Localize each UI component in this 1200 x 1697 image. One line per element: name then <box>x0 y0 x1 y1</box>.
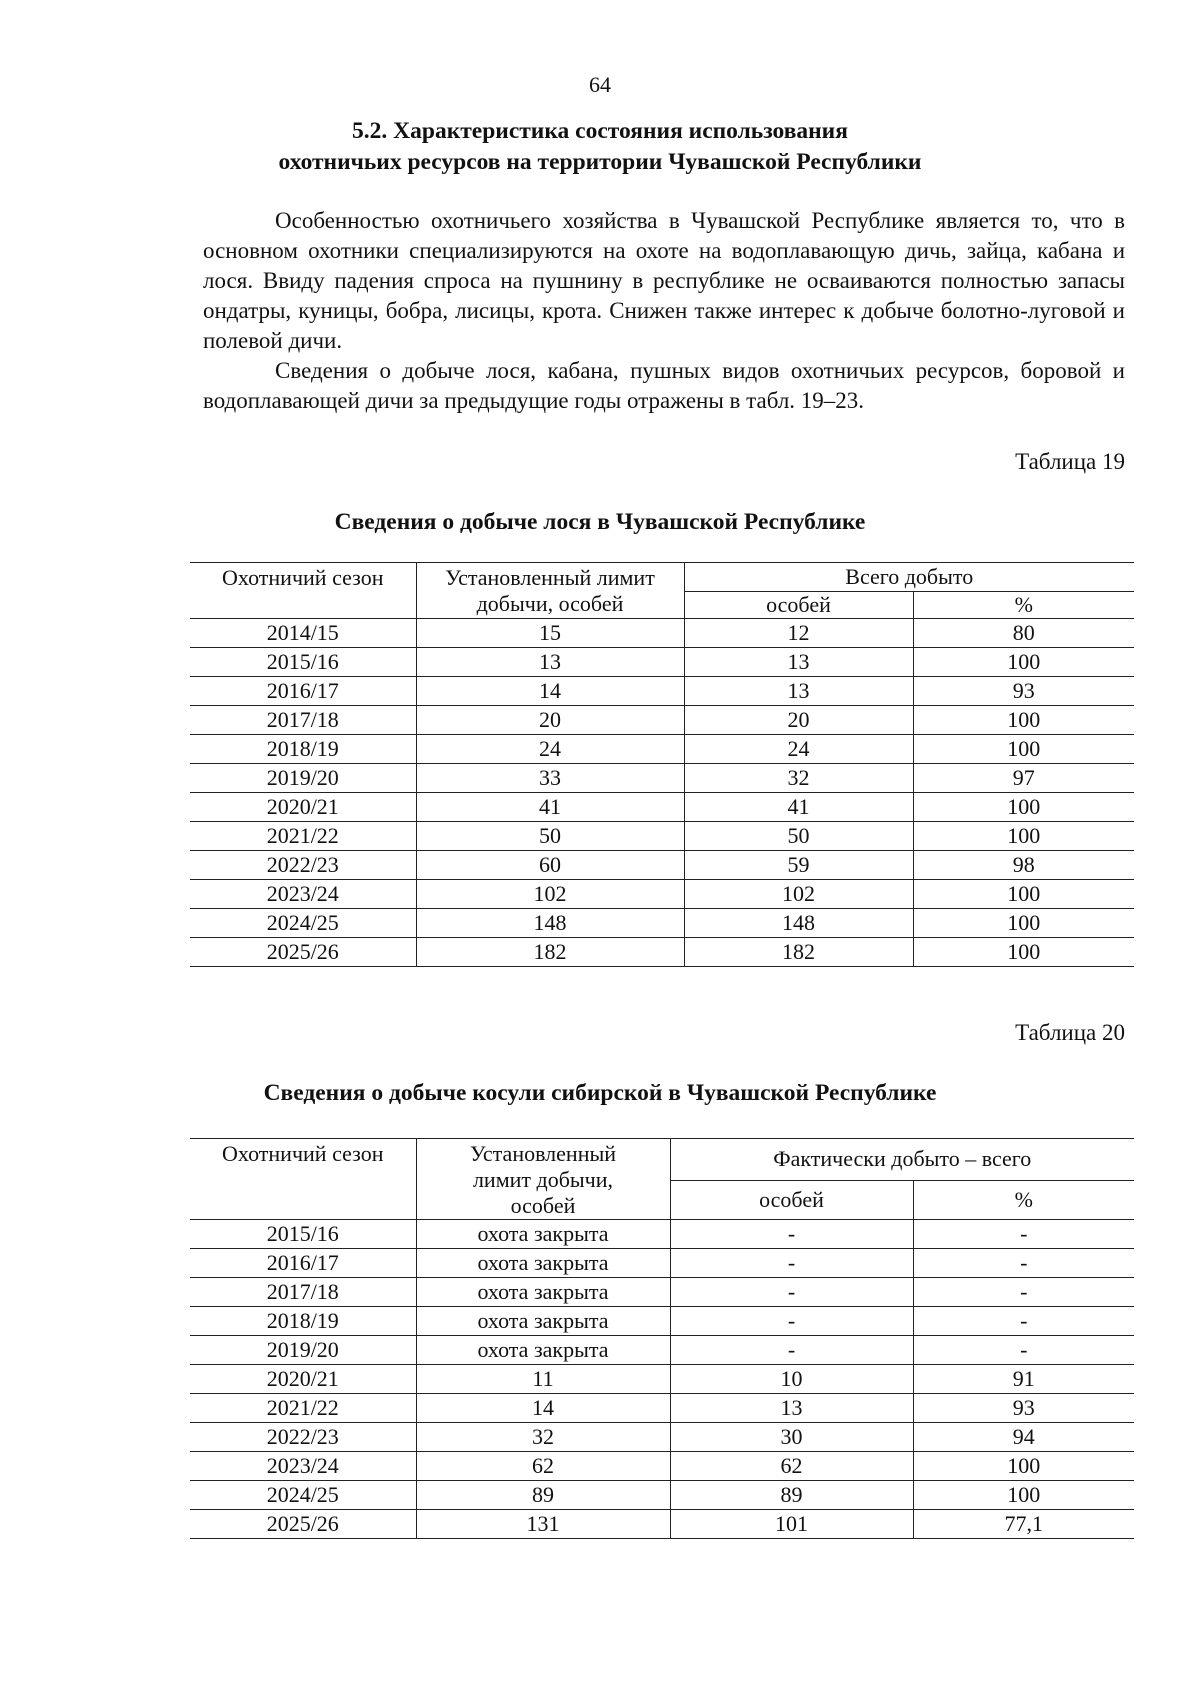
table20-cell-percent: - <box>913 1220 1134 1249</box>
table20-cell-percent: - <box>913 1336 1134 1365</box>
table-row <box>190 880 1134 909</box>
table-19 <box>190 562 1134 967</box>
table19-cell-season: 2019/20 <box>190 764 416 793</box>
table19-cell-percent: 98 <box>913 851 1134 880</box>
table20-cell-limit: 89 <box>416 1481 670 1510</box>
section-heading-line-1: 5.2. Характеристика состояния использования <box>352 118 848 144</box>
table19-cell-percent: 93 <box>913 677 1134 706</box>
table-row <box>190 1452 1134 1481</box>
table-20-label: Таблица 20 <box>1015 1020 1125 1045</box>
table-row <box>190 1336 1134 1365</box>
table19-cell-limit: 41 <box>416 793 684 822</box>
table20-cell-count: 101 <box>670 1510 913 1539</box>
page-number: 64 <box>589 72 611 97</box>
table20-cell-percent: - <box>913 1249 1134 1278</box>
table20-cell-count: - <box>670 1249 913 1278</box>
section-heading-line-2: охотничьих ресурсов на территории Чувашской Республики <box>278 149 922 175</box>
table19-cell-season: 2018/19 <box>190 735 416 764</box>
table-19-header-percent: % <box>913 592 1134 619</box>
table-row <box>190 764 1134 793</box>
section-heading <box>0 116 1200 178</box>
table19-cell-season: 2016/17 <box>190 677 416 706</box>
table20-cell-percent: 100 <box>913 1452 1134 1481</box>
table-row <box>190 1278 1134 1307</box>
table-19-body <box>190 619 1134 967</box>
table19-cell-percent: 100 <box>913 706 1134 735</box>
table-19-header-limit: Установленный лимит добычи, особей <box>416 563 684 619</box>
table19-cell-percent: 97 <box>913 764 1134 793</box>
table-20-header-season: Охотничий сезон <box>190 1139 416 1220</box>
table-19-header-total: Всего добыто <box>684 563 1134 592</box>
table20-cell-season: 2020/21 <box>190 1365 416 1394</box>
table-20-title: Сведения о добыче косули сибирской в Чувашской Республике <box>263 1080 937 1106</box>
table-19-label: Таблица 19 <box>1015 449 1125 474</box>
table20-cell-season: 2021/22 <box>190 1394 416 1423</box>
table20-cell-count: - <box>670 1278 913 1307</box>
table20-cell-percent: 100 <box>913 1481 1134 1510</box>
table19-cell-percent: 100 <box>913 938 1134 967</box>
paragraph-2: Сведения о добыче лося, кабана, пушных видов охотничьих ресурсов, боровой и водоплавающей дичи за предыдущие годы отражены в табл. 19–23. <box>203 358 1125 413</box>
table-20-header-percent: % <box>913 1180 1134 1219</box>
table20-cell-count: - <box>670 1220 913 1249</box>
table19-cell-count: 13 <box>684 648 913 677</box>
table20-cell-limit: охота закрыта <box>416 1249 670 1278</box>
table-20-header-count: особей <box>670 1180 913 1219</box>
table20-cell-limit: 131 <box>416 1510 670 1539</box>
table20-cell-season: 2024/25 <box>190 1481 416 1510</box>
table19-cell-percent: 100 <box>913 648 1134 677</box>
table-row <box>190 1220 1134 1249</box>
table19-cell-limit: 20 <box>416 706 684 735</box>
table19-cell-count: 20 <box>684 706 913 735</box>
table20-cell-percent: - <box>913 1307 1134 1336</box>
table-row <box>190 1249 1134 1278</box>
table-row <box>190 677 1134 706</box>
table20-cell-season: 2018/19 <box>190 1307 416 1336</box>
table19-cell-limit: 182 <box>416 938 684 967</box>
table19-cell-count: 182 <box>684 938 913 967</box>
table19-cell-count: 102 <box>684 880 913 909</box>
table19-cell-percent: 100 <box>913 735 1134 764</box>
paragraph-1: Особенностью охотничьего хозяйства в Чувашской Республике является то, что в основном охотники специализируются на охоте на водоплавающую дичь, зайца, кабана и лося. Ввиду падения спроса на пушнину в республике не осваиваются полностью запасы ондатры, куницы, бобра, лисицы, крота. Снижен также интерес к добыче болотно-луговой и полевой дичи. <box>203 208 1125 353</box>
table19-cell-count: 12 <box>684 619 913 648</box>
table19-cell-percent: 100 <box>913 822 1134 851</box>
table20-cell-count: 30 <box>670 1423 913 1452</box>
table20-cell-limit: 11 <box>416 1365 670 1394</box>
body-text <box>203 206 1125 416</box>
table19-cell-limit: 33 <box>416 764 684 793</box>
table19-cell-count: 41 <box>684 793 913 822</box>
table-row <box>190 1510 1134 1539</box>
table-20-header-limit: Установленный лимит добычи, особей <box>416 1139 670 1220</box>
table-row <box>190 735 1134 764</box>
table-row <box>190 648 1134 677</box>
table-row <box>190 909 1134 938</box>
table19-cell-percent: 100 <box>913 909 1134 938</box>
table-20 <box>190 1138 1134 1539</box>
table-20-body <box>190 1220 1134 1539</box>
table19-cell-limit: 24 <box>416 735 684 764</box>
table-row <box>190 851 1134 880</box>
table20-cell-limit: охота закрыта <box>416 1307 670 1336</box>
table19-cell-percent: 100 <box>913 880 1134 909</box>
table19-cell-season: 2014/15 <box>190 619 416 648</box>
table19-cell-count: 59 <box>684 851 913 880</box>
table20-cell-percent: 93 <box>913 1394 1134 1423</box>
table19-cell-season: 2015/16 <box>190 648 416 677</box>
table-19-header-count: особей <box>684 592 913 619</box>
table20-cell-count: 89 <box>670 1481 913 1510</box>
table19-cell-count: 32 <box>684 764 913 793</box>
table-row <box>190 822 1134 851</box>
table-row <box>190 1365 1134 1394</box>
table20-cell-season: 2023/24 <box>190 1452 416 1481</box>
table-row <box>190 1394 1134 1423</box>
table20-cell-limit: 14 <box>416 1394 670 1423</box>
table-row <box>190 938 1134 967</box>
table-row <box>190 793 1134 822</box>
table19-cell-season: 2023/24 <box>190 880 416 909</box>
table-row <box>190 706 1134 735</box>
table20-cell-limit: 62 <box>416 1452 670 1481</box>
table20-cell-season: 2025/26 <box>190 1510 416 1539</box>
table20-cell-season: 2017/18 <box>190 1278 416 1307</box>
table20-cell-count: 62 <box>670 1452 913 1481</box>
table20-cell-count: - <box>670 1307 913 1336</box>
table-19-header-season: Охотничий сезон <box>190 563 416 619</box>
table20-cell-count: 13 <box>670 1394 913 1423</box>
table20-cell-limit: 32 <box>416 1423 670 1452</box>
table-row <box>190 619 1134 648</box>
table19-cell-limit: 50 <box>416 822 684 851</box>
table19-cell-season: 2017/18 <box>190 706 416 735</box>
table20-cell-season: 2019/20 <box>190 1336 416 1365</box>
table19-cell-count: 13 <box>684 677 913 706</box>
table20-cell-limit: охота закрыта <box>416 1278 670 1307</box>
table20-cell-season: 2015/16 <box>190 1220 416 1249</box>
table-19-title: Сведения о добыче лося в Чувашской Республике <box>334 509 866 535</box>
table19-cell-season: 2025/26 <box>190 938 416 967</box>
table19-cell-limit: 15 <box>416 619 684 648</box>
table20-cell-season: 2022/23 <box>190 1423 416 1452</box>
table-row <box>190 1423 1134 1452</box>
table20-cell-limit: охота закрыта <box>416 1220 670 1249</box>
table19-cell-season: 2020/21 <box>190 793 416 822</box>
table19-cell-limit: 14 <box>416 677 684 706</box>
table19-cell-limit: 102 <box>416 880 684 909</box>
table20-cell-percent: 77,1 <box>913 1510 1134 1539</box>
table19-cell-limit: 13 <box>416 648 684 677</box>
table19-cell-count: 148 <box>684 909 913 938</box>
table19-cell-limit: 148 <box>416 909 684 938</box>
table19-cell-season: 2021/22 <box>190 822 416 851</box>
table20-cell-count: 10 <box>670 1365 913 1394</box>
table-row <box>190 1307 1134 1336</box>
table19-cell-limit: 60 <box>416 851 684 880</box>
table19-cell-season: 2024/25 <box>190 909 416 938</box>
table19-cell-percent: 80 <box>913 619 1134 648</box>
table20-cell-percent: 94 <box>913 1423 1134 1452</box>
table-row <box>190 1481 1134 1510</box>
table20-cell-percent: 91 <box>913 1365 1134 1394</box>
table-20-header-total: Фактически добыто – всего <box>670 1139 1134 1181</box>
table20-cell-season: 2016/17 <box>190 1249 416 1278</box>
table19-cell-season: 2022/23 <box>190 851 416 880</box>
table20-cell-percent: - <box>913 1278 1134 1307</box>
table19-cell-count: 50 <box>684 822 913 851</box>
table20-cell-limit: охота закрыта <box>416 1336 670 1365</box>
table20-cell-count: - <box>670 1336 913 1365</box>
table19-cell-count: 24 <box>684 735 913 764</box>
table19-cell-percent: 100 <box>913 793 1134 822</box>
